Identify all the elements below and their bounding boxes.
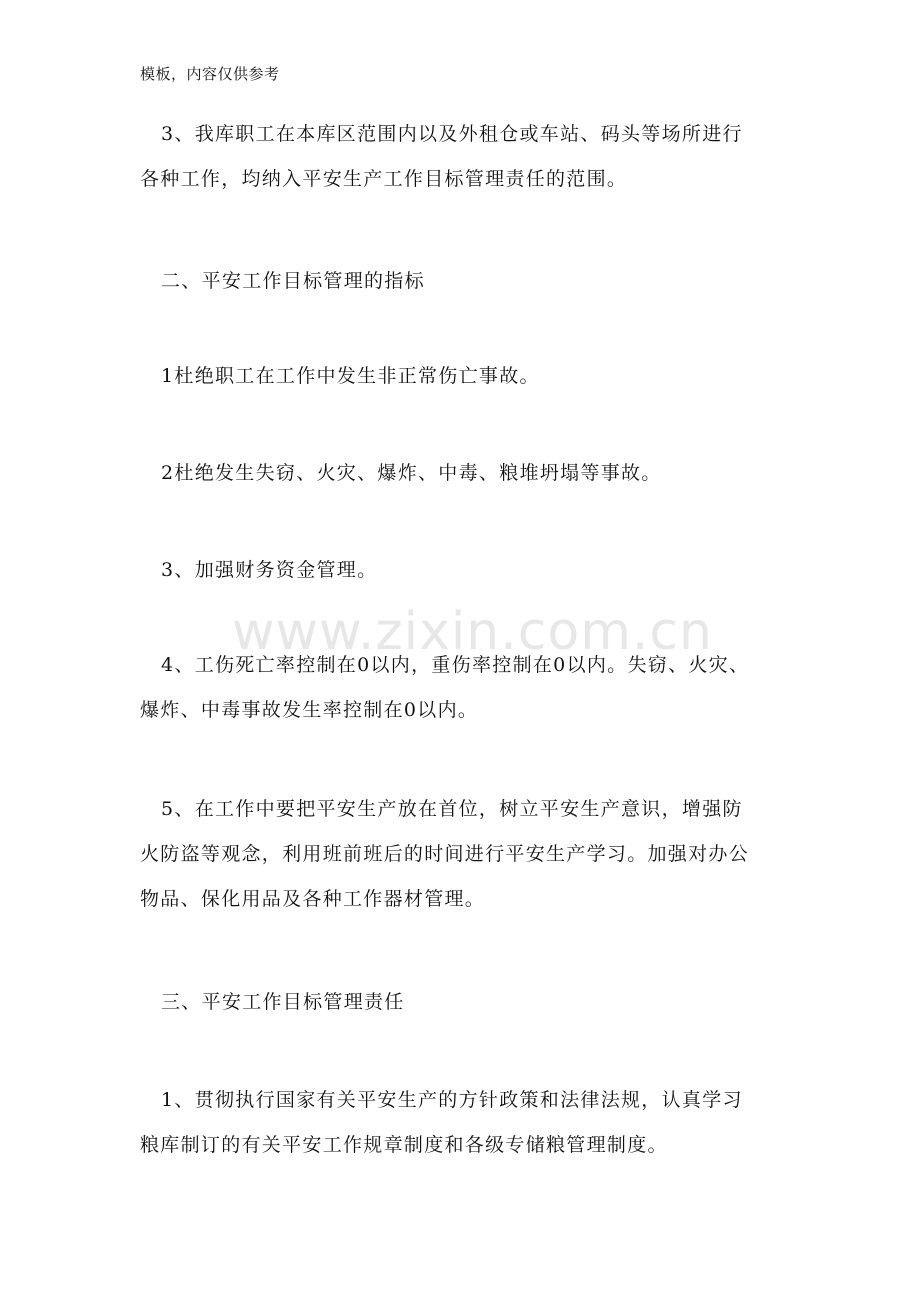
paragraph-line: 火防盗等观念，利用班前班后的时间进行平安生产学习。加强对办公 [140, 843, 750, 865]
paragraph-responsibility-1 [140, 1078, 790, 1168]
paragraph-line: 4、工伤死亡率控制在0以内，重伤率控制在0以内。失窃、火灾、 [161, 654, 750, 676]
paragraph-indicator-2 [140, 451, 790, 496]
paragraph-line: 1杜绝职工在工作中发生非正常伤亡事故。 [161, 365, 540, 387]
section-heading-3 [140, 980, 790, 1025]
paragraph-indicator-5 [140, 787, 790, 922]
paragraph-indicator-1 [140, 354, 790, 399]
paragraph-line: 物品、保化用品及各种工作器材管理。 [140, 888, 486, 910]
section-heading-2 [140, 259, 790, 304]
paragraph-line: 各种工作，均纳入平安生产工作目标管理责任的范围。 [140, 168, 628, 190]
paragraph-line: 3、我库职工在本库区范围内以及外租仓或车站、码头等场所进行 [161, 123, 743, 145]
heading-line: 三、平安工作目标管理责任 [161, 991, 405, 1013]
paragraph-indicator-4 [140, 643, 790, 733]
paragraph-line: 2杜绝发生失窃、火灾、爆炸、中毒、粮堆坍塌等事故。 [161, 462, 662, 484]
paragraph-line: 5、在工作中要把平安生产放在首位，树立平安生产意识，增强防 [161, 798, 743, 820]
paragraph-line: 爆炸、中毒事故发生率控制在0以内。 [140, 699, 479, 721]
paragraph-line: 粮库制订的有关平安工作规章制度和各级专储粮管理制度。 [140, 1134, 668, 1156]
paragraph-line: 1、贯彻执行国家有关平安生产的方针政策和法律法规，认真学习 [161, 1089, 743, 1111]
watermark: www.zixin.com.cn [232, 602, 713, 662]
heading-line: 二、平安工作目标管理的指标 [161, 270, 425, 292]
paragraph-indicator-3 [140, 548, 790, 593]
paragraph-line: 3、加强财务资金管理。 [161, 559, 378, 581]
template-notice: 模板，内容仅供参考 [140, 65, 280, 83]
paragraph-scope-item-3 [140, 112, 790, 202]
